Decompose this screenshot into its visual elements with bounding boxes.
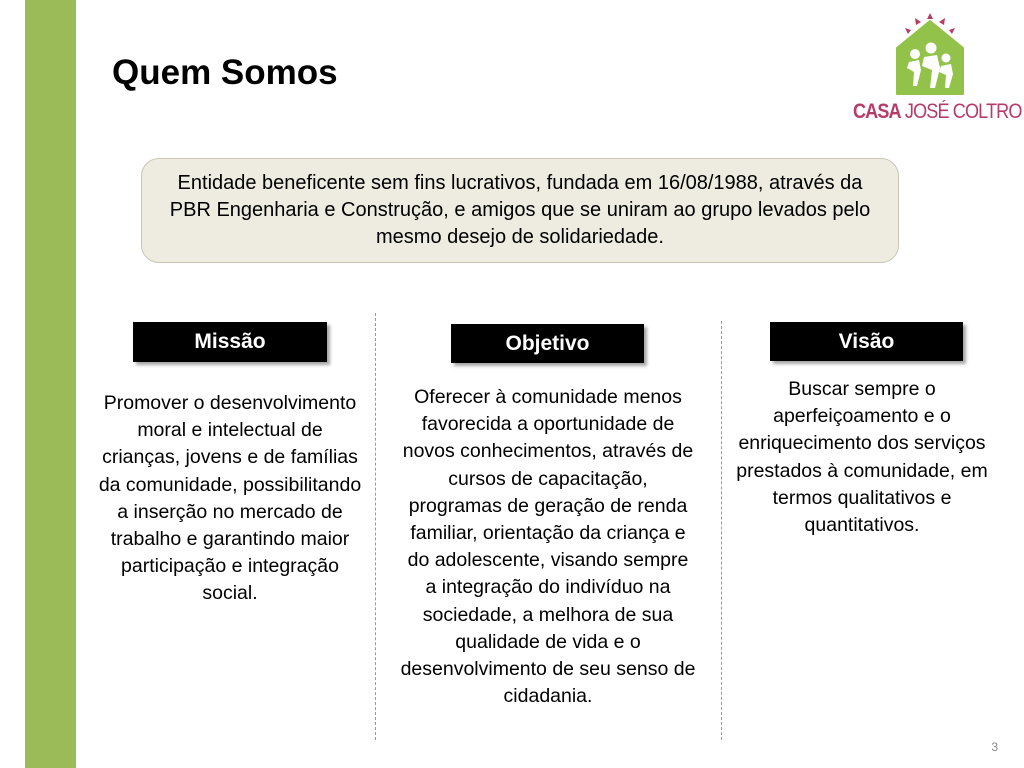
column-divider-right (721, 321, 722, 740)
missao-text: Promover o desenvolvimento moral e intelectual de crianças, jovens e de famílias da comunidade, possibilitando a inserção no mercado de trabalho e garantindo maior participação e integração social. (98, 392, 362, 605)
visao-label-text: Visão (838, 329, 895, 353)
logo-wordmark (853, 100, 1022, 124)
casa-jose-coltro-logo (853, 12, 1022, 124)
intro-text: Entidade beneficente sem fins lucrativos, fundada em 16/08/1988, através da PBR Engenharia e Construção, e amigos que se uniram ao grupo levados pelo mesmo desejo de solidariedade. (169, 172, 871, 248)
page-number: 3 (991, 740, 998, 754)
logo-word-casa: CASA (853, 100, 901, 123)
intro-box (141, 158, 899, 263)
logo-word-jose-coltro: JOSÉ COLTRO (904, 100, 1022, 123)
logo-house-icon (893, 12, 967, 98)
left-accent-bar (25, 0, 76, 768)
missao-label (133, 322, 327, 362)
objetivo-label (451, 324, 644, 363)
visao-label (770, 322, 963, 361)
column-divider-left (375, 313, 376, 740)
objetivo-text: Oferecer à comunidade menos favorecida a oportunidade de novos conhecimentos, através de cursos de capacitação, programas de geração de renda familiar, orientação da criança e do adolescente, visando sempre a integração do indivíduo na sociedade, a melhora de sua qualidade de vida e o desenvolvimento de seu senso de cidadania. (400, 386, 696, 708)
objetivo-label-text: Objetivo (505, 331, 590, 355)
slide-title: Quem Somos (112, 53, 338, 92)
visao-text: Buscar sempre o aperfeiçoamento e o enriquecimento dos serviços prestados à comunidade, em termos qualitativos e quantitativos. (736, 378, 988, 537)
missao-label-text: Missão (194, 330, 266, 353)
